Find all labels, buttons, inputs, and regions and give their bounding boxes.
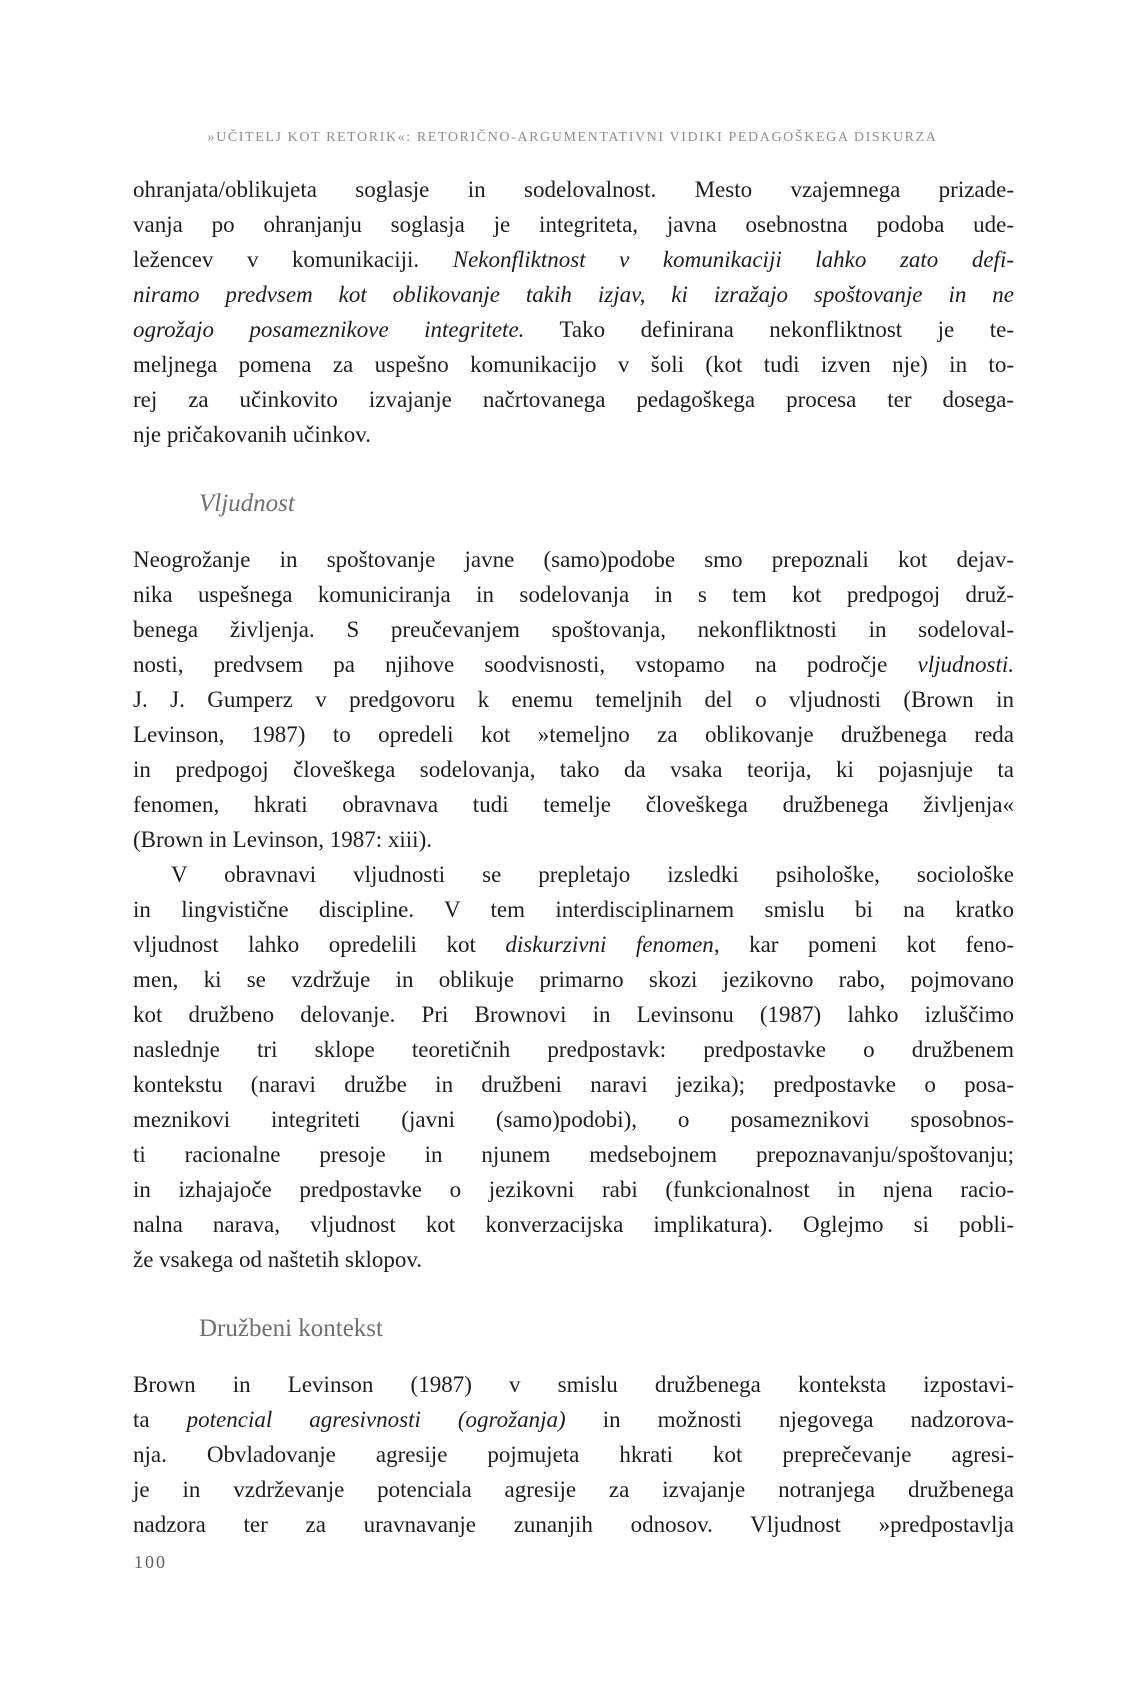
text-run: nosti, predvsem pa njihove soodvisnosti, vstopamo na področje xyxy=(133,652,918,677)
text-line xyxy=(133,962,1014,997)
text-line xyxy=(133,1207,1014,1242)
text-run: ohranjata/oblikujeta soglasje in sodelovalnost. Mesto vzajemnega prizade- xyxy=(133,177,1014,202)
page-number: 100 xyxy=(134,1552,167,1572)
text-run: J. J. Gumperz v predgovoru k enemu temeljnih del o vljudnosti (Brown in xyxy=(133,687,1014,712)
italic-text-run: Nekonfliktnost v komunikaciji lahko zato defi- xyxy=(452,247,1014,272)
text-run: in lingvistične discipline. V tem interdisciplinarnem smislu bi na kratko xyxy=(133,897,1014,922)
text-line xyxy=(133,1172,1014,1207)
text-run: nadzora ter za uravnavanje zunanjih odnosov. Vljudnost »predpostavlja xyxy=(133,1512,1014,1537)
text-line xyxy=(133,1367,1014,1402)
text-line xyxy=(133,857,1014,892)
paragraph xyxy=(133,857,1014,1277)
running-header: »UČITELJ KOT RETORIK«: RETORIČNO-ARGUMENTATIVNI VIDIKI PEDAGOŠKEGA DISKURZA xyxy=(207,130,938,145)
text-run: ti racionalne presoje in njunem medsebojnem prepoznavanju/spoštovanju; xyxy=(133,1142,1014,1167)
text-line xyxy=(133,997,1014,1032)
text-run: in predpogoj človeškega sodelovanja, tako da vsaka teorija, ki pojasnjuje ta xyxy=(133,757,1014,782)
text-run: nalna narava, vljudnost kot konverzacijska implikatura). Oglejmo si pobli- xyxy=(133,1212,1014,1237)
text-run: meznikovi integriteti (javni (samo)podobi), o posameznikovi sposobnos- xyxy=(133,1107,1014,1132)
text-line xyxy=(133,892,1014,927)
italic-text-run: diskurzivni fenomen xyxy=(505,932,714,957)
text-line xyxy=(133,312,1014,347)
italic-text-run: ogrožajo posameznikove integritete. xyxy=(133,317,525,342)
text-run: meljnega pomena za uspešno komunikacijo v šoli (kot tudi izven nje) in to- xyxy=(133,352,1014,377)
text-run: men, ki se vzdržuje in oblikuje primarno skozi jezikovno rabo, pojmovano xyxy=(133,967,1014,992)
italic-text-run: potencial agresivnosti (ogrožanja) xyxy=(186,1407,566,1432)
text-line xyxy=(133,682,1014,717)
text-line xyxy=(133,1242,1014,1277)
text-line xyxy=(133,1032,1014,1067)
text-run: nje pričakovanih učinkov. xyxy=(133,422,372,447)
text-line xyxy=(133,647,1014,682)
italic-text-run: niramo predvsem kot oblikovanje takih izjav, ki izražajo spoštovanje in ne xyxy=(133,282,1014,307)
text-run: V obravnavi vljudnosti se prepletajo izsledki psihološke, sociološke xyxy=(171,862,1014,887)
text-line xyxy=(133,1067,1014,1102)
text-line xyxy=(133,1402,1014,1437)
text-line xyxy=(133,207,1014,242)
text-line xyxy=(133,347,1014,382)
text-run: nja. Obvladovanje agresije pojmujeta hkrati kot preprečevanje agresi- xyxy=(133,1442,1014,1467)
text-run: naslednje tri sklope teoretičnih predpostavk: predpostavke o družbenem xyxy=(133,1037,1014,1062)
text-run: ležencev v komunikaciji. xyxy=(133,247,453,272)
text-run: rej za učinkovito izvajanje načrtovanega pedagoškega procesa ter dosega- xyxy=(133,387,1014,412)
text-run: že vsakega od naštetih sklopov. xyxy=(133,1247,423,1272)
text-line xyxy=(133,242,1014,277)
text-run: in izhajajoče predpostavke o jezikovni rabi (funkcionalnost in njena racio- xyxy=(133,1177,1014,1202)
text-run: vanja po ohranjanju soglasja je integriteta, javna osebnostna podoba ude- xyxy=(133,212,1014,237)
text-run: Levinson, 1987) to opredeli kot »temeljno za oblikovanje družbenega reda xyxy=(133,722,1014,747)
text-run: Tako definirana nekonfliktnost je te- xyxy=(524,317,1014,342)
text-line xyxy=(133,927,1014,962)
text-line xyxy=(133,1472,1014,1507)
text-block xyxy=(133,172,1014,1542)
paragraph xyxy=(133,1367,1014,1542)
text-line xyxy=(133,1437,1014,1472)
text-run: , kar pomeni kot feno- xyxy=(713,932,1014,957)
text-line xyxy=(133,577,1014,612)
section-heading: Vljudnost xyxy=(199,490,295,517)
italic-text-run: vljudnosti. xyxy=(917,652,1014,677)
text-line xyxy=(133,822,1014,857)
text-line xyxy=(133,1102,1014,1137)
text-line xyxy=(133,717,1014,752)
section-heading: Družbeni kontekst xyxy=(199,1315,383,1342)
text-run: nika uspešnega komuniciranja in sodelovanja in s tem kot predpogoj druž- xyxy=(133,582,1014,607)
text-line xyxy=(133,1137,1014,1172)
text-run: je in vzdrževanje potenciala agresije za izvajanje notranjega družbenega xyxy=(133,1477,1014,1502)
paragraph xyxy=(133,542,1014,857)
text-run: Brown in Levinson (1987) v smislu družbenega konteksta izpostavi- xyxy=(133,1372,1014,1397)
text-line xyxy=(133,382,1014,417)
text-line xyxy=(133,612,1014,647)
paragraph xyxy=(133,172,1014,452)
text-run: kot družbeno delovanje. Pri Brownovi in Levinsonu (1987) lahko izluščimo xyxy=(133,1002,1014,1027)
text-line xyxy=(133,417,1014,452)
text-run: fenomen, hkrati obravnava tudi temelje človeškega družbenega življenja« xyxy=(133,792,1014,817)
text-run: benega življenja. S preučevanjem spoštovanja, nekonfliktnosti in sodeloval- xyxy=(133,617,1014,642)
text-run: Neogrožanje in spoštovanje javne (samo)podobe smo prepoznali kot dejav- xyxy=(133,547,1014,572)
text-line xyxy=(133,787,1014,822)
text-line xyxy=(133,1507,1014,1542)
text-line xyxy=(133,277,1014,312)
text-line xyxy=(133,172,1014,207)
text-run: (Brown in Levinson, 1987: xiii). xyxy=(133,827,432,852)
text-run: vljudnost lahko opredelili kot xyxy=(133,932,506,957)
text-line xyxy=(133,542,1014,577)
text-run: in možnosti njegovega nadzorova- xyxy=(565,1407,1014,1432)
text-line xyxy=(133,752,1014,787)
text-run: ta xyxy=(133,1407,187,1432)
text-run: kontekstu (naravi družbe in družbeni naravi jezika); predpostavke o posa- xyxy=(133,1072,1014,1097)
